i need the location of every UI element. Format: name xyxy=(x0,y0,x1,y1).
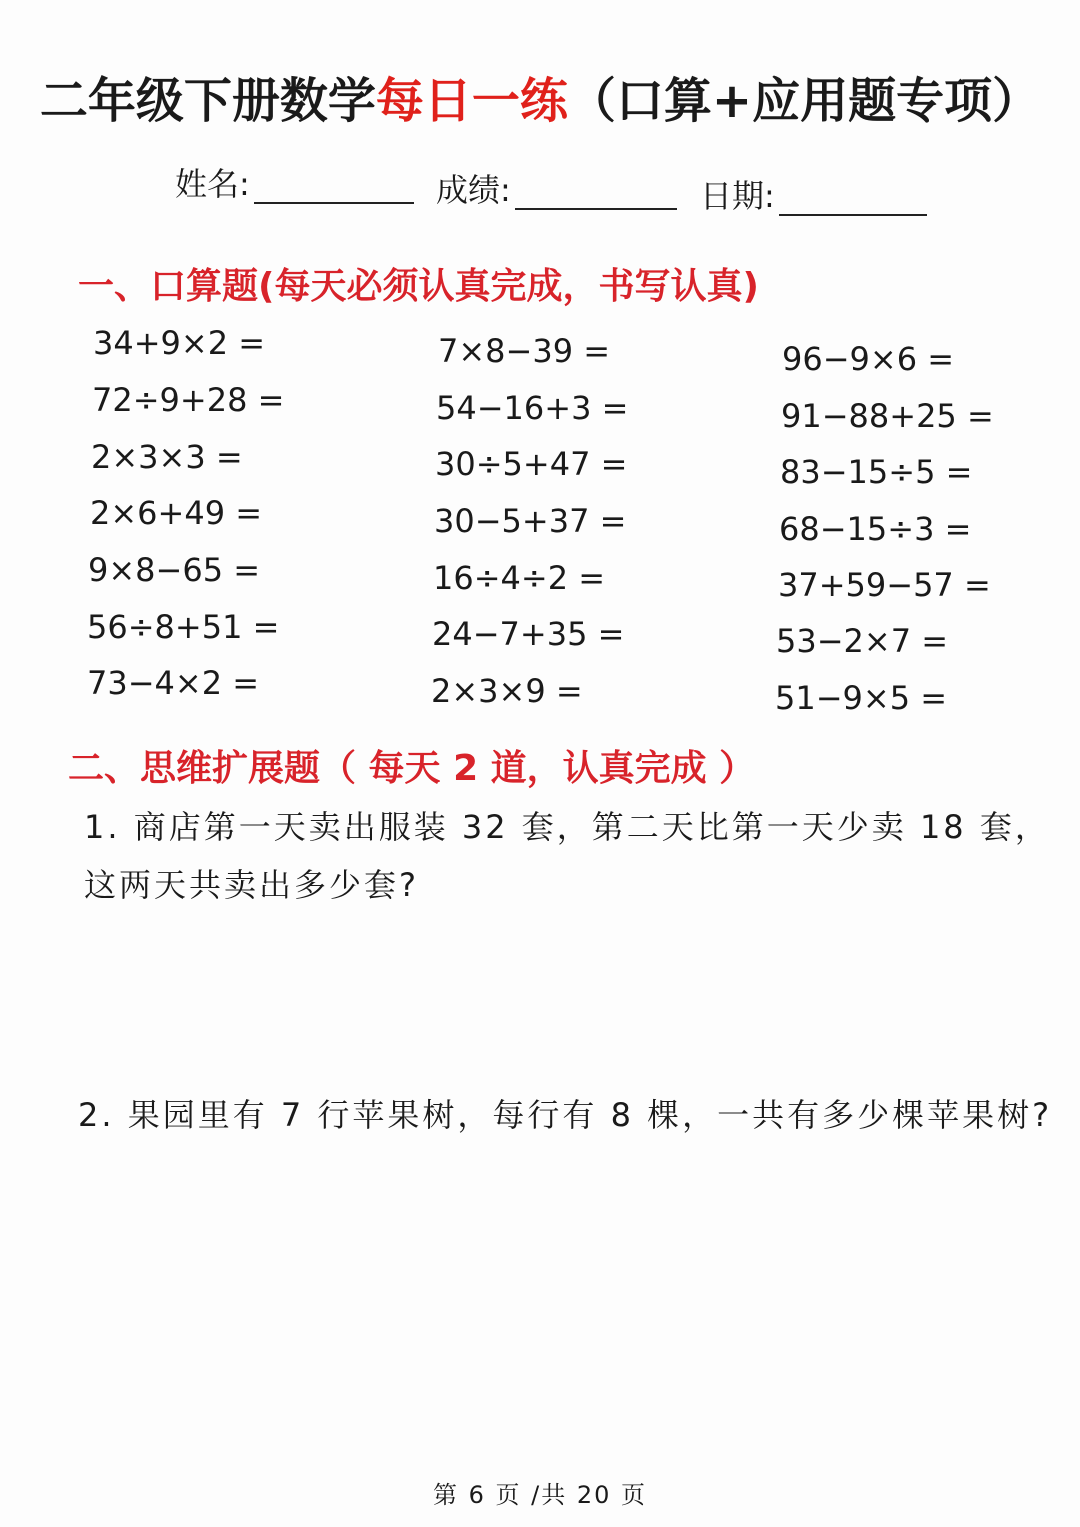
date-field xyxy=(700,176,927,216)
calc-item: 51−9×5 = xyxy=(775,679,948,717)
calc-item: 2×6+49 = xyxy=(90,494,263,532)
calc-item: 83−15÷5 = xyxy=(780,453,973,491)
title-highlight: 每日一练 xyxy=(375,73,568,129)
calc-item: 30−5+37 = xyxy=(434,502,627,540)
calc-item: 72÷9+28 = xyxy=(92,381,285,419)
score-field xyxy=(436,170,677,210)
calc-item: 2×3×9 = xyxy=(431,672,583,710)
page-title xyxy=(0,62,1080,131)
calc-item: 54−16+3 = xyxy=(436,389,629,427)
date-label: 日期: xyxy=(700,177,775,215)
calc-item: 30÷5+47 = xyxy=(435,445,628,483)
name-blank[interactable] xyxy=(254,168,414,204)
calc-item: 53−2×7 = xyxy=(776,622,949,660)
section-1-heading: 一、口算题(每天必须认真完成，书写认真) xyxy=(78,266,759,307)
section-2-heading: 二、思维扩展题（ 每天 2 道，认真完成 ） xyxy=(68,748,756,789)
name-field xyxy=(175,164,414,204)
title-part1: 二年级下册数学 xyxy=(39,73,376,129)
student-info-row xyxy=(0,160,1080,220)
score-blank[interactable] xyxy=(515,174,677,210)
problem-1-line-2: 这两天共卖出多少套? xyxy=(84,866,419,904)
calc-item: 96−9×6 = xyxy=(782,340,955,378)
calc-item: 2×3×3 = xyxy=(91,438,243,476)
calc-item: 7×8−39 = xyxy=(438,332,611,370)
calc-item: 91−88+25 = xyxy=(781,397,994,435)
calc-item: 16÷4÷2 = xyxy=(433,559,606,597)
score-label: 成绩: xyxy=(436,171,511,209)
date-blank[interactable] xyxy=(779,180,927,216)
calc-item: 73−4×2 = xyxy=(87,664,260,702)
calc-item: 34+9×2 = xyxy=(93,324,266,362)
calc-item: 56÷8+51 = xyxy=(87,608,280,646)
page-footer: 第 6 页 /共 20 页 xyxy=(432,1481,648,1509)
calc-item: 37+59−57 = xyxy=(778,566,991,604)
problem-2: 2. 果园里有 7 行苹果树，每行有 8 棵，一共有多少棵苹果树? xyxy=(78,1096,1053,1134)
calc-item: 9×8−65 = xyxy=(88,551,261,589)
calc-item: 24−7+35 = xyxy=(432,615,625,653)
title-part3: （口算+应用题专项） xyxy=(567,73,1041,129)
name-label: 姓名: xyxy=(175,165,250,203)
problem-1-line-1: 1. 商店第一天卖出服装 32 套，第二天比第一天少卖 18 套， xyxy=(84,808,1050,846)
calc-item: 68−15÷3 = xyxy=(779,510,972,548)
